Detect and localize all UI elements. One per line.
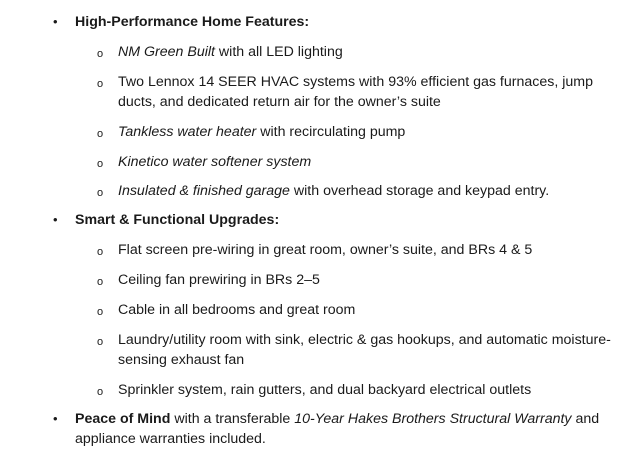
list-item <box>97 330 618 370</box>
bullet: • <box>53 14 58 29</box>
sub-bullet: o <box>97 336 104 348</box>
item-emphasis: Insulated & finished garage <box>118 183 290 199</box>
item-emphasis: NM Green Built <box>118 44 215 60</box>
closing-emphasis: 10-Year Hakes Brothers Structural Warranty <box>294 411 572 427</box>
sub-bullet: o <box>97 187 104 199</box>
item-text: Flat screen pre-wiring in great room, owner’s suite, and BRs 4 & 5 <box>118 242 533 258</box>
bullet: • <box>53 411 58 426</box>
list-item <box>97 72 618 112</box>
closing-paragraph <box>53 409 620 449</box>
item-emphasis: Kinetico water softener system <box>118 154 312 170</box>
section-heading-upgrades <box>53 210 620 230</box>
item-text: Cable in all bedrooms and great room <box>118 302 356 318</box>
heading-text: Smart & Functional Upgrades: <box>75 212 280 228</box>
sub-bullet: o <box>97 246 104 258</box>
list-item <box>97 181 618 201</box>
heading-text: High-Performance Home Features: <box>75 14 310 30</box>
sub-bullet: o <box>97 306 104 318</box>
sub-bullet: o <box>97 386 104 398</box>
list-item <box>97 42 618 62</box>
list-item <box>97 152 618 172</box>
sub-bullet: o <box>97 48 104 60</box>
item-text: with all LED lighting <box>214 44 343 60</box>
sub-bullet: o <box>97 78 104 90</box>
sub-bullet: o <box>97 158 104 170</box>
item-text: Two Lennox 14 SEER HVAC systems with 93% efficient gas furnaces, jump ducts, and dedicated return air for the owner’s suite <box>118 74 593 110</box>
sub-bullet: o <box>97 128 104 140</box>
item-emphasis: Tankless water heater <box>118 124 257 140</box>
section-heading-features <box>53 12 620 32</box>
item-text: with recirculating pump <box>256 124 406 140</box>
list-item <box>97 240 618 260</box>
list-item <box>97 122 618 142</box>
item-text: Sprinkler system, rain gutters, and dual backyard electrical outlets <box>118 382 532 398</box>
closing-text: and appliance warranties included. <box>75 411 600 447</box>
list-item <box>97 270 618 290</box>
closing-bold: Peace of Mind <box>75 411 171 427</box>
list-item <box>97 380 618 400</box>
list-item <box>97 300 618 320</box>
item-text: Ceiling fan prewiring in BRs 2–5 <box>118 272 320 288</box>
item-text: Laundry/utility room with sink, electric & gas hookups, and automatic moisture-sensing exhaust fan <box>118 332 611 368</box>
item-text: with overhead storage and keypad entry. <box>289 183 550 199</box>
closing-text: with a transferable <box>170 411 295 427</box>
bullet: • <box>53 212 58 227</box>
sub-bullet: o <box>97 276 104 288</box>
